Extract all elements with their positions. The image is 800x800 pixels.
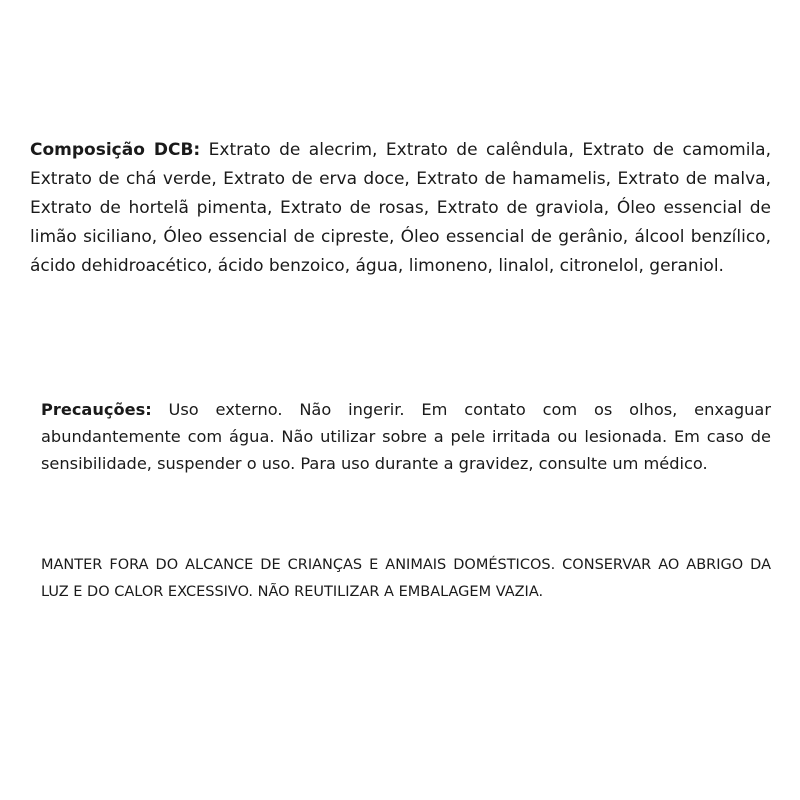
composition-paragraph — [30, 136, 771, 281]
precautions-paragraph — [41, 396, 771, 477]
warning-paragraph: MANTER FORA DO ALCANCE DE CRIANÇAS E ANIMAIS DOMÉSTICOS. CONSERVAR AO ABRIGO DA LUZ E DO CALOR EXCESSIVO. NÃO REUTILIZAR A EMBALAGEM VAZIA. — [41, 557, 771, 600]
composition-label: Composição DCB: — [30, 140, 201, 160]
precautions-text: Uso externo. Não ingerir. Em contato com os olhos, enxaguar abundantemente com água. Não utilizar sobre a pele irritada ou lesionada. Em caso de sensibilidade, suspender o uso. Para uso durante a gravidez, consulte um médico. — [41, 400, 771, 473]
precautions-label: Precauções: — [41, 400, 152, 419]
composition-text: Extrato de alecrim, Extrato de calêndula, Extrato de camomila, Extrato de chá verde, Extrato de erva doce, Extrato de hamamelis, Extrato de malva, Extrato de hortelã pimenta, Extrato de rosas, Extrato de graviola, Óleo essencial de limão siciliano, Óleo essencial de cipreste, Óleo essencial de gerânio, álcool benzílico, ácido dehidroacético, ácido benzoico, água, limoneno, linalol, citronelol, geraniol. — [30, 140, 771, 276]
